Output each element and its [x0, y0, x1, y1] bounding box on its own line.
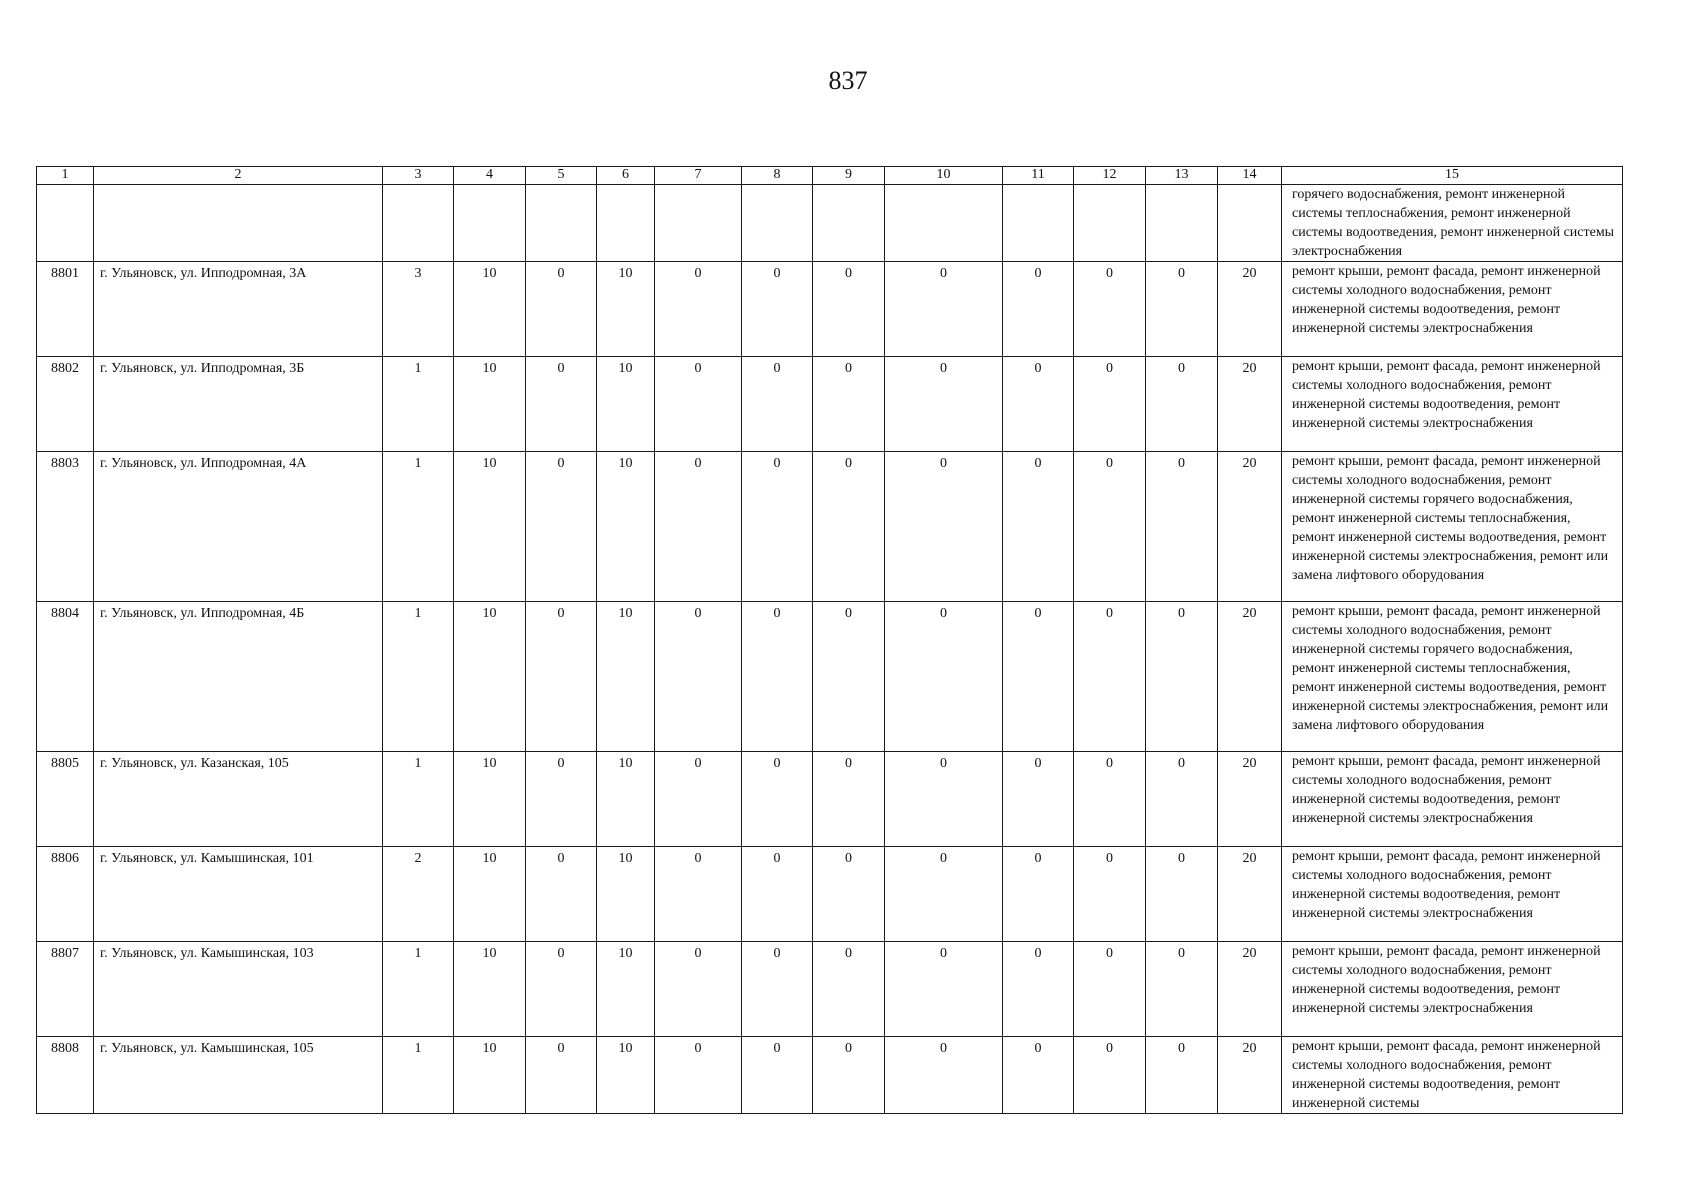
value-cell: 10: [597, 452, 655, 602]
empty-cell: [597, 185, 655, 262]
value-cell: 10: [597, 942, 655, 1037]
table-row: [37, 262, 1623, 357]
column-header: 13: [1146, 167, 1218, 185]
value-cell: 10: [454, 262, 526, 357]
works-cell: ремонт крыши, ремонт фасада, ремонт инженерной системы холодного водоснабжения, ремонт инженерной системы водоотведения, ремонт инженерной системы электроснабжения: [1282, 262, 1623, 357]
value-cell: 0: [655, 357, 742, 452]
empty-cell: [885, 185, 1003, 262]
repair-plan-table-wrap: [36, 166, 1623, 1114]
value-cell: 0: [813, 942, 885, 1037]
table-row: [37, 942, 1623, 1037]
row-number-cell: 8802: [37, 357, 94, 452]
value-cell: 0: [1146, 942, 1218, 1037]
value-cell: 10: [454, 602, 526, 752]
table-row: [37, 752, 1623, 847]
works-cell: ремонт крыши, ремонт фасада, ремонт инженерной системы холодного водоснабжения, ремонт инженерной системы водоотведения, ремонт инженерной системы электроснабжения: [1282, 942, 1623, 1037]
value-cell: 0: [1146, 602, 1218, 752]
works-cell: горячего водоснабжения, ремонт инженерной системы теплоснабжения, ремонт инженерной системы водоотведения, ремонт инженерной системы электроснабжения: [1282, 185, 1623, 262]
value-cell: 0: [813, 1037, 885, 1114]
value-cell: 0: [885, 452, 1003, 602]
value-cell: 0: [1074, 602, 1146, 752]
column-header: 14: [1218, 167, 1282, 185]
value-cell: 0: [1074, 357, 1146, 452]
value-cell: 0: [526, 942, 597, 1037]
value-cell: 0: [813, 602, 885, 752]
column-header: 9: [813, 167, 885, 185]
address-cell: г. Ульяновск, ул. Камышинская, 103: [94, 942, 383, 1037]
page-number: 837: [828, 66, 868, 95]
empty-cell: [37, 185, 94, 262]
value-cell: 0: [885, 942, 1003, 1037]
column-header: 1: [37, 167, 94, 185]
address-cell: г. Ульяновск, ул. Ипподромная, 4А: [94, 452, 383, 602]
value-cell: 0: [885, 357, 1003, 452]
value-cell: 0: [1003, 452, 1074, 602]
value-cell: 10: [597, 357, 655, 452]
value-cell: 0: [526, 602, 597, 752]
value-cell: 2: [383, 847, 454, 942]
empty-cell: [1218, 185, 1282, 262]
value-cell: 0: [1074, 262, 1146, 357]
column-header: 2: [94, 167, 383, 185]
value-cell: 0: [1146, 752, 1218, 847]
value-cell: 0: [742, 452, 813, 602]
value-cell: 0: [526, 1037, 597, 1114]
value-cell: 10: [454, 847, 526, 942]
value-cell: 0: [885, 262, 1003, 357]
table-row: [37, 847, 1623, 942]
table-row: [37, 357, 1623, 452]
empty-cell: [1003, 185, 1074, 262]
value-cell: 20: [1218, 847, 1282, 942]
value-cell: 10: [454, 752, 526, 847]
value-cell: 0: [1003, 752, 1074, 847]
value-cell: 20: [1218, 452, 1282, 602]
value-cell: 0: [655, 452, 742, 602]
value-cell: 0: [1146, 1037, 1218, 1114]
column-header: 3: [383, 167, 454, 185]
value-cell: 0: [655, 1037, 742, 1114]
empty-cell: [383, 185, 454, 262]
column-header: 4: [454, 167, 526, 185]
works-cell: ремонт крыши, ремонт фасада, ремонт инженерной системы холодного водоснабжения, ремонт инженерной системы водоотведения, ремонт инженерной системы электроснабжения: [1282, 357, 1623, 452]
value-cell: 0: [742, 1037, 813, 1114]
value-cell: 20: [1218, 942, 1282, 1037]
table-row: [37, 452, 1623, 602]
value-cell: 20: [1218, 602, 1282, 752]
value-cell: 0: [885, 1037, 1003, 1114]
value-cell: 10: [454, 942, 526, 1037]
value-cell: 0: [1003, 847, 1074, 942]
value-cell: 0: [526, 357, 597, 452]
row-number-cell: 8808: [37, 1037, 94, 1114]
empty-cell: [454, 185, 526, 262]
value-cell: 0: [1003, 262, 1074, 357]
column-header: 11: [1003, 167, 1074, 185]
value-cell: 0: [1074, 1037, 1146, 1114]
value-cell: 0: [885, 752, 1003, 847]
value-cell: 0: [655, 752, 742, 847]
value-cell: 0: [655, 847, 742, 942]
column-header: 6: [597, 167, 655, 185]
column-header: 5: [526, 167, 597, 185]
value-cell: 1: [383, 452, 454, 602]
column-header: 10: [885, 167, 1003, 185]
row-number-cell: 8807: [37, 942, 94, 1037]
value-cell: 0: [526, 452, 597, 602]
value-cell: 10: [454, 1037, 526, 1114]
value-cell: 10: [597, 752, 655, 847]
works-cell: ремонт крыши, ремонт фасада, ремонт инженерной системы холодного водоснабжения, ремонт инженерной системы водоотведения, ремонт инженерной системы электроснабжения: [1282, 752, 1623, 847]
empty-cell: [655, 185, 742, 262]
value-cell: 0: [655, 942, 742, 1037]
value-cell: 10: [454, 357, 526, 452]
address-cell: г. Ульяновск, ул. Ипподромная, 4Б: [94, 602, 383, 752]
value-cell: 0: [885, 602, 1003, 752]
value-cell: 0: [885, 847, 1003, 942]
row-number-cell: 8801: [37, 262, 94, 357]
empty-cell: [813, 185, 885, 262]
row-number-cell: 8806: [37, 847, 94, 942]
table-header: [37, 167, 1623, 185]
works-cell: ремонт крыши, ремонт фасада, ремонт инженерной системы холодного водоснабжения, ремонт инженерной системы водоотведения, ремонт инженерной системы: [1282, 1037, 1623, 1114]
repair-plan-table: [36, 166, 1623, 1114]
value-cell: 1: [383, 1037, 454, 1114]
table-row: [37, 602, 1623, 752]
value-cell: 10: [597, 262, 655, 357]
value-cell: 0: [1003, 602, 1074, 752]
value-cell: 0: [1074, 942, 1146, 1037]
value-cell: 1: [383, 357, 454, 452]
value-cell: 0: [1003, 942, 1074, 1037]
continuation-row: [37, 185, 1623, 262]
row-number-cell: 8804: [37, 602, 94, 752]
value-cell: 0: [742, 847, 813, 942]
value-cell: 20: [1218, 1037, 1282, 1114]
value-cell: 0: [813, 452, 885, 602]
works-cell: ремонт крыши, ремонт фасада, ремонт инженерной системы холодного водоснабжения, ремонт инженерной системы водоотведения, ремонт инженерной системы электроснабжения: [1282, 847, 1623, 942]
column-header: 7: [655, 167, 742, 185]
value-cell: 10: [597, 602, 655, 752]
value-cell: 1: [383, 602, 454, 752]
empty-cell: [1146, 185, 1218, 262]
address-cell: г. Ульяновск, ул. Камышинская, 101: [94, 847, 383, 942]
address-cell: г. Ульяновск, ул. Камышинская, 105: [94, 1037, 383, 1114]
value-cell: 0: [655, 602, 742, 752]
value-cell: 0: [742, 262, 813, 357]
table-body: [37, 185, 1623, 1114]
value-cell: 1: [383, 942, 454, 1037]
value-cell: 1: [383, 752, 454, 847]
address-cell: г. Ульяновск, ул. Казанская, 105: [94, 752, 383, 847]
value-cell: 10: [597, 847, 655, 942]
value-cell: 0: [655, 262, 742, 357]
value-cell: 0: [1003, 357, 1074, 452]
column-header: 12: [1074, 167, 1146, 185]
value-cell: 0: [742, 602, 813, 752]
value-cell: 0: [813, 847, 885, 942]
empty-cell: [1074, 185, 1146, 262]
value-cell: 0: [1146, 357, 1218, 452]
header-row: [37, 167, 1623, 185]
value-cell: 0: [526, 262, 597, 357]
value-cell: 3: [383, 262, 454, 357]
column-header: 8: [742, 167, 813, 185]
value-cell: 0: [1146, 262, 1218, 357]
value-cell: 0: [742, 357, 813, 452]
value-cell: 0: [526, 752, 597, 847]
value-cell: 0: [813, 752, 885, 847]
value-cell: 20: [1218, 262, 1282, 357]
address-cell: г. Ульяновск, ул. Ипподромная, 3Б: [94, 357, 383, 452]
value-cell: 20: [1218, 357, 1282, 452]
table-row: [37, 1037, 1623, 1114]
value-cell: 10: [454, 452, 526, 602]
value-cell: 0: [1146, 847, 1218, 942]
value-cell: 0: [1074, 847, 1146, 942]
address-cell: г. Ульяновск, ул. Ипподромная, 3А: [94, 262, 383, 357]
empty-cell: [94, 185, 383, 262]
column-header: 15: [1282, 167, 1623, 185]
value-cell: 10: [597, 1037, 655, 1114]
value-cell: 0: [1074, 752, 1146, 847]
works-cell: ремонт крыши, ремонт фасада, ремонт инженерной системы холодного водоснабжения, ремонт инженерной системы горячего водоснабжения, ремонт инженерной системы теплоснабжения, ремонт инженерной системы водоотведения, ремонт инженерной системы электроснабжения, ремонт или замена лифтового оборудования: [1282, 602, 1623, 752]
value-cell: 0: [813, 357, 885, 452]
row-number-cell: 8803: [37, 452, 94, 602]
value-cell: 0: [1146, 452, 1218, 602]
value-cell: 0: [813, 262, 885, 357]
works-cell: ремонт крыши, ремонт фасада, ремонт инженерной системы холодного водоснабжения, ремонт инженерной системы горячего водоснабжения, ремонт инженерной системы теплоснабжения, ремонт инженерной системы водоотведения, ремонт инженерной системы электроснабжения, ремонт или замена лифтового оборудования: [1282, 452, 1623, 602]
value-cell: 0: [1074, 452, 1146, 602]
value-cell: 0: [526, 847, 597, 942]
row-number-cell: 8805: [37, 752, 94, 847]
empty-cell: [742, 185, 813, 262]
empty-cell: [526, 185, 597, 262]
value-cell: 20: [1218, 752, 1282, 847]
value-cell: 0: [742, 942, 813, 1037]
value-cell: 0: [1003, 1037, 1074, 1114]
value-cell: 0: [742, 752, 813, 847]
